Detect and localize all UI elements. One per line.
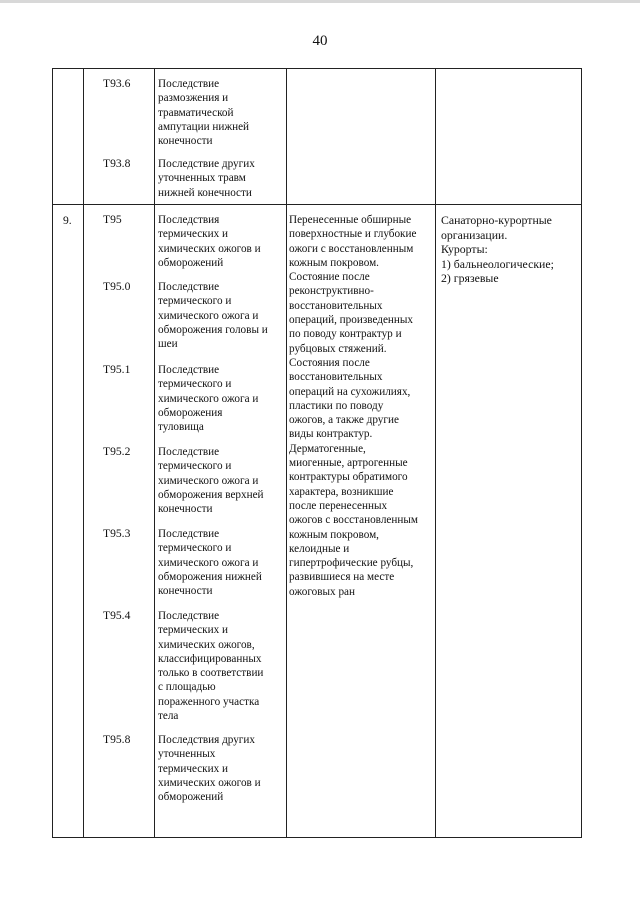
column-divider [435, 69, 436, 837]
diagnosis-description [158, 213, 284, 270]
diagnosis-code: T93.8 [103, 157, 131, 170]
diagnosis-code: T95.1 [103, 363, 131, 376]
diagnosis-code: T95 [103, 213, 122, 226]
column-divider [286, 69, 287, 837]
diagnosis-description [158, 363, 284, 434]
description-line: обморожения верхней [158, 488, 264, 501]
column-divider [83, 69, 84, 837]
description-line: термического и [158, 460, 232, 473]
description-line: уточненных травм [158, 172, 246, 185]
indication-line: операций, произведенных [289, 314, 414, 327]
description-line: химических ожогов и [158, 242, 261, 255]
description-line: химических ожогов, [158, 638, 255, 651]
row-number: 9. [63, 214, 72, 227]
description-line: Последствие [158, 528, 220, 540]
diagnosis-code: T95.0 [103, 280, 131, 293]
indication-line: Дерматогенные, [289, 442, 366, 455]
description-line: конечности [158, 135, 213, 148]
description-line: конечности [158, 503, 213, 516]
indication-line: Состояния после [289, 356, 370, 369]
indication-line: ожоговых ран [289, 585, 355, 598]
description-line: Последствие [158, 364, 220, 376]
diagnosis-description [158, 280, 284, 351]
resort-line: организации. [441, 227, 508, 242]
resort-line: Санаторно-курортные [441, 213, 552, 227]
description-line: химического ожога и [158, 556, 259, 569]
description-line: термического и [158, 542, 232, 555]
diagnosis-description [158, 445, 284, 516]
indication-line: операций на сухожилиях, [289, 385, 411, 398]
description-line: тела [158, 710, 179, 723]
diagnosis-description [158, 527, 284, 598]
description-line: пораженного участка [158, 695, 260, 708]
diagnosis-code: T95.2 [103, 445, 131, 458]
resort-line: 1) бальнеологические; [441, 256, 554, 271]
indication-line: ожогов с восстановленным [289, 514, 418, 527]
indication-line: Перенесенные обширные [289, 214, 412, 226]
row-divider [53, 204, 581, 205]
diagnosis-code: T95.3 [103, 527, 131, 540]
diagnosis-code: T93.6 [103, 77, 131, 90]
indication-line: восстановительных [289, 299, 383, 312]
description-line: уточненных [158, 748, 216, 761]
indication-line: после перенесенных [289, 499, 388, 512]
indication-line: рубцовых стяжений. [289, 342, 387, 355]
indication-line: ожогов, а также другие [289, 414, 399, 427]
indication-line: ожоги с восстановленным [289, 242, 414, 255]
indication-line: виды контрактур. [289, 428, 373, 441]
resort-organizations [441, 213, 581, 286]
page-top-edge [0, 0, 640, 3]
indication-line: кожным покровом, [289, 528, 379, 541]
description-line: конечности [158, 585, 213, 598]
description-line: Последствие [158, 610, 220, 622]
description-line: обморожения нижней [158, 570, 262, 583]
description-line: Последствия других [158, 734, 255, 746]
description-line: Последствие [158, 446, 220, 458]
description-line: термических и [158, 228, 228, 241]
diagnosis-code: T95.8 [103, 733, 131, 746]
description-line: туловища [158, 421, 204, 434]
column-divider [154, 69, 155, 837]
description-line: Последствие [158, 281, 220, 293]
indication-line: характера, возникшие [289, 485, 394, 498]
description-line: химических ожогов и [158, 776, 261, 789]
description-line: химического ожога и [158, 392, 259, 405]
description-line: травматической [158, 106, 234, 119]
indication-line: контрактуры обратимого [289, 471, 408, 484]
indication-line: пластики по поводу [289, 399, 384, 412]
indication-line: гипертрофические рубцы, [289, 557, 414, 570]
description-line: термического и [158, 295, 232, 308]
description-line: термических и [158, 624, 228, 637]
description-line: ампутации нижней [158, 120, 250, 133]
diagnosis-table [52, 68, 582, 838]
description-line: химического ожога и [158, 474, 259, 487]
indication-line: келоидные и [289, 542, 350, 555]
description-line: нижней конечности [158, 186, 252, 199]
description-line: с площадью [158, 681, 216, 694]
description-line: Последствие других [158, 158, 255, 170]
description-line: обморожения [158, 406, 223, 419]
indication-line: Состояние после [289, 271, 370, 284]
description-line: шеи [158, 338, 178, 351]
diagnosis-description [158, 157, 284, 200]
resort-line: 2) грязевые [441, 271, 499, 286]
indication-line: по поводу контрактур и [289, 328, 402, 341]
diagnosis-description [158, 733, 284, 804]
resort-line: Курорты: [441, 242, 488, 257]
indication-line: кожным покровом. [289, 256, 379, 269]
description-line: обморожений [158, 791, 224, 804]
description-line: только в соответствии [158, 667, 264, 680]
indication-line: поверхностные и глубокие [289, 228, 417, 241]
diagnosis-description [158, 77, 284, 148]
description-line: размозжения и [158, 92, 229, 105]
indication-line: миогенные, артрогенные [289, 457, 408, 470]
description-line: классифицированных [158, 652, 262, 665]
indication-line: развившиеся на месте [289, 571, 395, 584]
description-line: Последствие [158, 78, 220, 90]
description-line: термических и [158, 762, 228, 775]
indication-line: восстановительных [289, 371, 383, 384]
description-line: термического и [158, 378, 232, 391]
medical-indications [289, 213, 433, 599]
indication-line: реконструктивно- [289, 285, 374, 298]
description-line: Последствия [158, 214, 220, 226]
diagnosis-code: T95.4 [103, 609, 131, 622]
description-line: обморожений [158, 256, 224, 269]
diagnosis-description [158, 609, 284, 723]
description-line: обморожения головы и [158, 323, 268, 336]
page-number: 40 [312, 33, 328, 49]
description-line: химического ожога и [158, 309, 259, 322]
